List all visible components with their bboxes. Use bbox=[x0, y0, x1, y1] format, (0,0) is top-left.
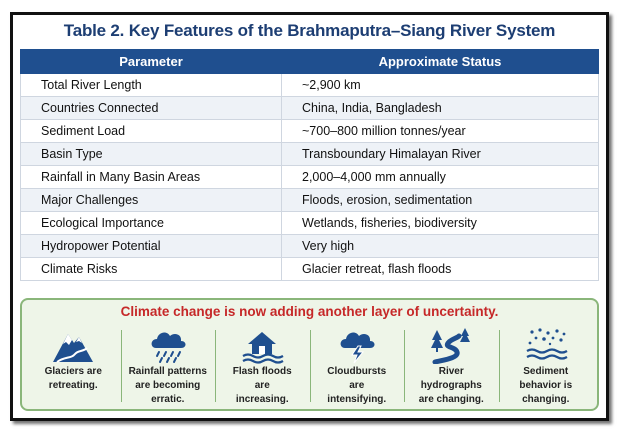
table-row bbox=[21, 120, 599, 143]
caption-line: are becoming bbox=[135, 380, 201, 391]
flooded-house-icon bbox=[240, 326, 284, 364]
row-param: Countries Connected bbox=[21, 97, 282, 120]
climate-item-glaciers bbox=[26, 324, 121, 406]
row-param: Rainfall in Many Basin Areas bbox=[21, 166, 282, 189]
row-param: Sediment Load bbox=[21, 120, 282, 143]
row-status: 2,000–4,000 mm annually bbox=[282, 166, 599, 189]
caption-line: erratic. bbox=[151, 394, 185, 405]
header-parameter: Parameter bbox=[21, 50, 282, 74]
row-param: Total River Length bbox=[21, 74, 282, 97]
features-table bbox=[20, 49, 599, 281]
table-row bbox=[21, 212, 599, 235]
row-param: Ecological Importance bbox=[21, 212, 282, 235]
glacier-mountain-icon bbox=[51, 326, 95, 364]
caption-line: Glaciers are bbox=[44, 366, 102, 377]
header-status: Approximate Status bbox=[282, 50, 599, 74]
table-row bbox=[21, 74, 599, 97]
table-title: Table 2. Key Features of the Brahmaputra–Siang River System bbox=[63, 21, 556, 40]
rain-cloud-icon bbox=[148, 326, 188, 364]
row-param: Hydropower Potential bbox=[21, 235, 282, 258]
row-status: Floods, erosion, sedimentation bbox=[282, 189, 599, 212]
caption-line: retreating. bbox=[48, 380, 98, 391]
caption-line: hydrographs bbox=[420, 380, 482, 391]
caption-line: Sediment bbox=[523, 366, 569, 377]
caption-line: are changing. bbox=[418, 394, 484, 405]
row-status: Very high bbox=[282, 235, 599, 258]
caption-line: Rainfall patterns bbox=[128, 366, 207, 377]
caption-line: River bbox=[438, 366, 464, 377]
caption-line: increasing. bbox=[235, 394, 289, 405]
climate-title: Climate change is now adding another layer of uncertainty. bbox=[120, 304, 499, 319]
table-row bbox=[21, 258, 599, 281]
climate-item-rainfall bbox=[121, 324, 216, 406]
row-status: ~2,900 km bbox=[282, 74, 599, 97]
row-status: ~700–800 million tonnes/year bbox=[282, 120, 599, 143]
climate-item-sediment bbox=[499, 324, 594, 406]
climate-items bbox=[26, 324, 593, 406]
table-row bbox=[21, 166, 599, 189]
caption-line: Flash floods bbox=[232, 366, 292, 377]
caption-line: intensifying. bbox=[327, 394, 387, 405]
caption-line: are bbox=[349, 380, 365, 391]
table-row bbox=[21, 189, 599, 212]
climate-item-hydrographs bbox=[404, 324, 499, 406]
row-param: Climate Risks bbox=[21, 258, 282, 281]
row-status: Glacier retreat, flash floods bbox=[282, 258, 599, 281]
cloudburst-icon bbox=[337, 326, 377, 364]
climate-item-floods bbox=[215, 324, 310, 406]
row-param: Major Challenges bbox=[21, 189, 282, 212]
table-row bbox=[21, 235, 599, 258]
river-hydrograph-icon bbox=[429, 326, 473, 364]
caption-line: behavior is bbox=[519, 380, 573, 391]
caption-line: Cloudbursts bbox=[327, 366, 387, 377]
row-status: China, India, Bangladesh bbox=[282, 97, 599, 120]
document-frame bbox=[10, 12, 609, 421]
table-header-row bbox=[21, 50, 599, 74]
climate-panel bbox=[20, 298, 599, 411]
row-param: Basin Type bbox=[21, 143, 282, 166]
caption-line: changing. bbox=[522, 394, 570, 405]
caption-line: are bbox=[254, 380, 270, 391]
climate-item-cloudbursts bbox=[310, 324, 405, 406]
row-status: Transboundary Himalayan River bbox=[282, 143, 599, 166]
row-status: Wetlands, fisheries, biodiversity bbox=[282, 212, 599, 235]
sediment-icon bbox=[524, 326, 568, 364]
table-row bbox=[21, 97, 599, 120]
table-row bbox=[21, 143, 599, 166]
